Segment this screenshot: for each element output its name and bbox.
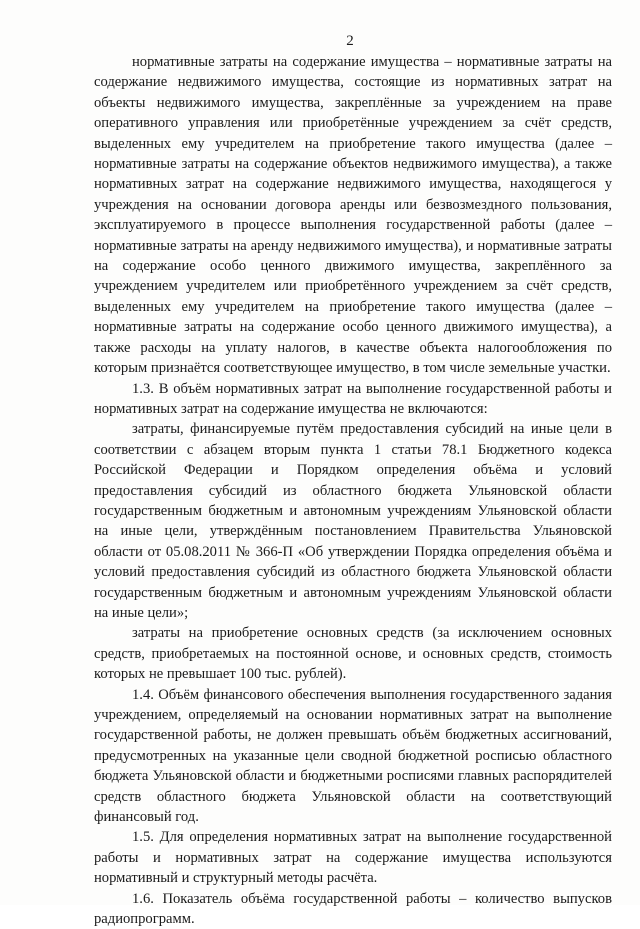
document-body [94, 52, 612, 929]
paragraph-1-4: 1.4. Объём финансового обеспечения выполнения государственного задания учреждением, определяемый на основании нормативных затрат на выполнение государственной работы, не должен превышать объём бюджетных ассигнований, предусмотренных на указанные цели сводной бюджетной росписью областного бюджета Ульяновской области и бюджетными росписями главных распорядителей средств областного бюджета Ульяновской области на соответствующий финансовый год. [94, 686, 612, 826]
paragraph-subsidy-costs: затраты, финансируемые путём предоставления субсидий на иные цели в соответствии с абзацем вторым пункта 1 статьи 78.1 Бюджетного кодекса Российской Федерации и Порядком определения объёма и условий предоставления субсидий из областного бюджета Ульяновской области государственным бюджетным и автономным учреждениям Ульяновской области на иные цели, утверждённым постановлением Правительства Ульяновской области от 05.08.2011 № 366-П «Об утверждении Порядка определения объёма и условий предоставления субсидий из областного бюджета Ульяновской области государственным бюджетным и автономным учреждениям Ульяновской области на иные цели»; [94, 421, 612, 621]
paragraph-1-5: 1.5. Для определения нормативных затрат на выполнение государственной работы и нормативных затрат на содержание имущества используются нормативный и структурный методы расчёта. [94, 829, 612, 887]
paragraph-1-6: 1.6. Показатель объёма государственной работы – количество выпусков радиопрограмм. [94, 890, 612, 928]
page-number: 2 [346, 33, 354, 49]
paragraph-fixed-assets-costs: затраты на приобретение основных средств (за исключением основных средств, приобретаемых на постоянной основе, и основных средств, стоимость которых не превышает 100 тыс. рублей). [94, 625, 612, 683]
paragraph-property-costs-definition: нормативные затраты на содержание имущества – нормативные затраты на содержание недвижимого имущества, состоящие из нормативных затрат на объекты недвижимого имущества, закреплённые за учреждением на праве оперативного управления или приобретённые учреждением за счёт средств, выделенных ему учредителем на приобретение такого имущества (далее – нормативные затраты на содержание объектов недвижимого имущества), а также нормативных затрат на содержание недвижимого имущества, находящегося у учреждения на основании договора аренды или безвозмездного пользования, эксплуатируемого в процессе выполнения государственной работы (далее – нормативные затраты на аренду недвижимого имущества), и нормативные затраты на содержание особо ценного движимого имущества, закреплённого за учреждением учредителем или приобретённого учреждением за счёт средств, выделенных ему учредителем на приобретение такого имущества (далее – нормативные затраты на содержание особо ценного движимого имущества), а также расходы на уплату налогов, в качестве объекта налогообложения по которым признаётся соответствующее имущество, в том числе земельные участки. [94, 54, 612, 377]
paragraph-1-3: 1.3. В объём нормативных затрат на выполнение государственной работы и нормативных затрат на содержание имущества не включаются: [94, 380, 612, 417]
